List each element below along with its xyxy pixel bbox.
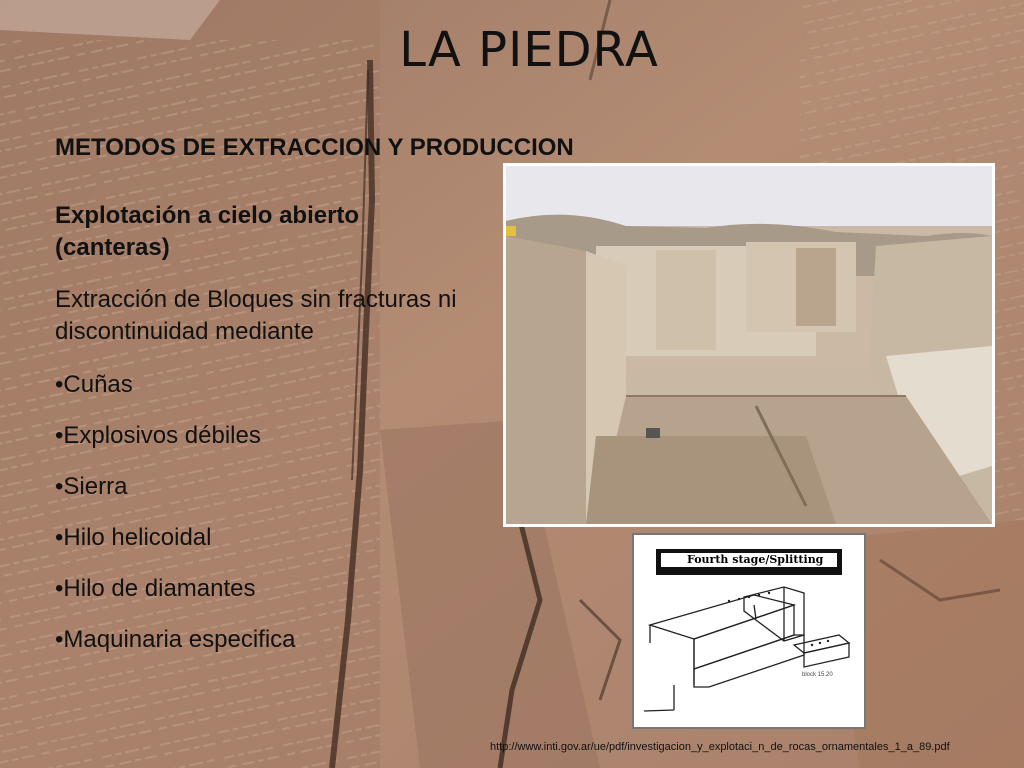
block-label: block 15.20 bbox=[802, 672, 833, 678]
intro-text: Extracción de Bloques sin fracturas ni discontinuidad mediante bbox=[55, 286, 457, 345]
list-item: •Cuñas bbox=[55, 371, 133, 398]
slide-title: LA PIEDRA bbox=[399, 22, 659, 78]
list-item: •Explosivos débiles bbox=[55, 422, 261, 449]
splitting-diagram bbox=[632, 533, 866, 729]
block-drawing bbox=[634, 535, 864, 727]
method-list bbox=[55, 370, 296, 676]
list-item: •Sierra bbox=[55, 473, 128, 500]
diagram-header-text: Fourth stage/Splitting bbox=[661, 553, 837, 567]
list-item: •Maquinaria especifica bbox=[55, 626, 296, 653]
list-item: •Hilo de diamantes bbox=[55, 575, 256, 602]
source-link[interactable]: http://www.inti.gov.ar/ue/pdf/investigacion_y_explotaci_n_de_rocas_ornamentales_1_a_89.pdf bbox=[490, 741, 950, 753]
list-item: •Hilo helicoidal bbox=[55, 524, 212, 551]
quarry-photo bbox=[503, 163, 995, 527]
slide-subtitle: METODOS DE EXTRACCION Y PRODUCCION bbox=[55, 134, 574, 161]
section-heading: Explotación a cielo abierto (canteras) bbox=[55, 202, 360, 261]
